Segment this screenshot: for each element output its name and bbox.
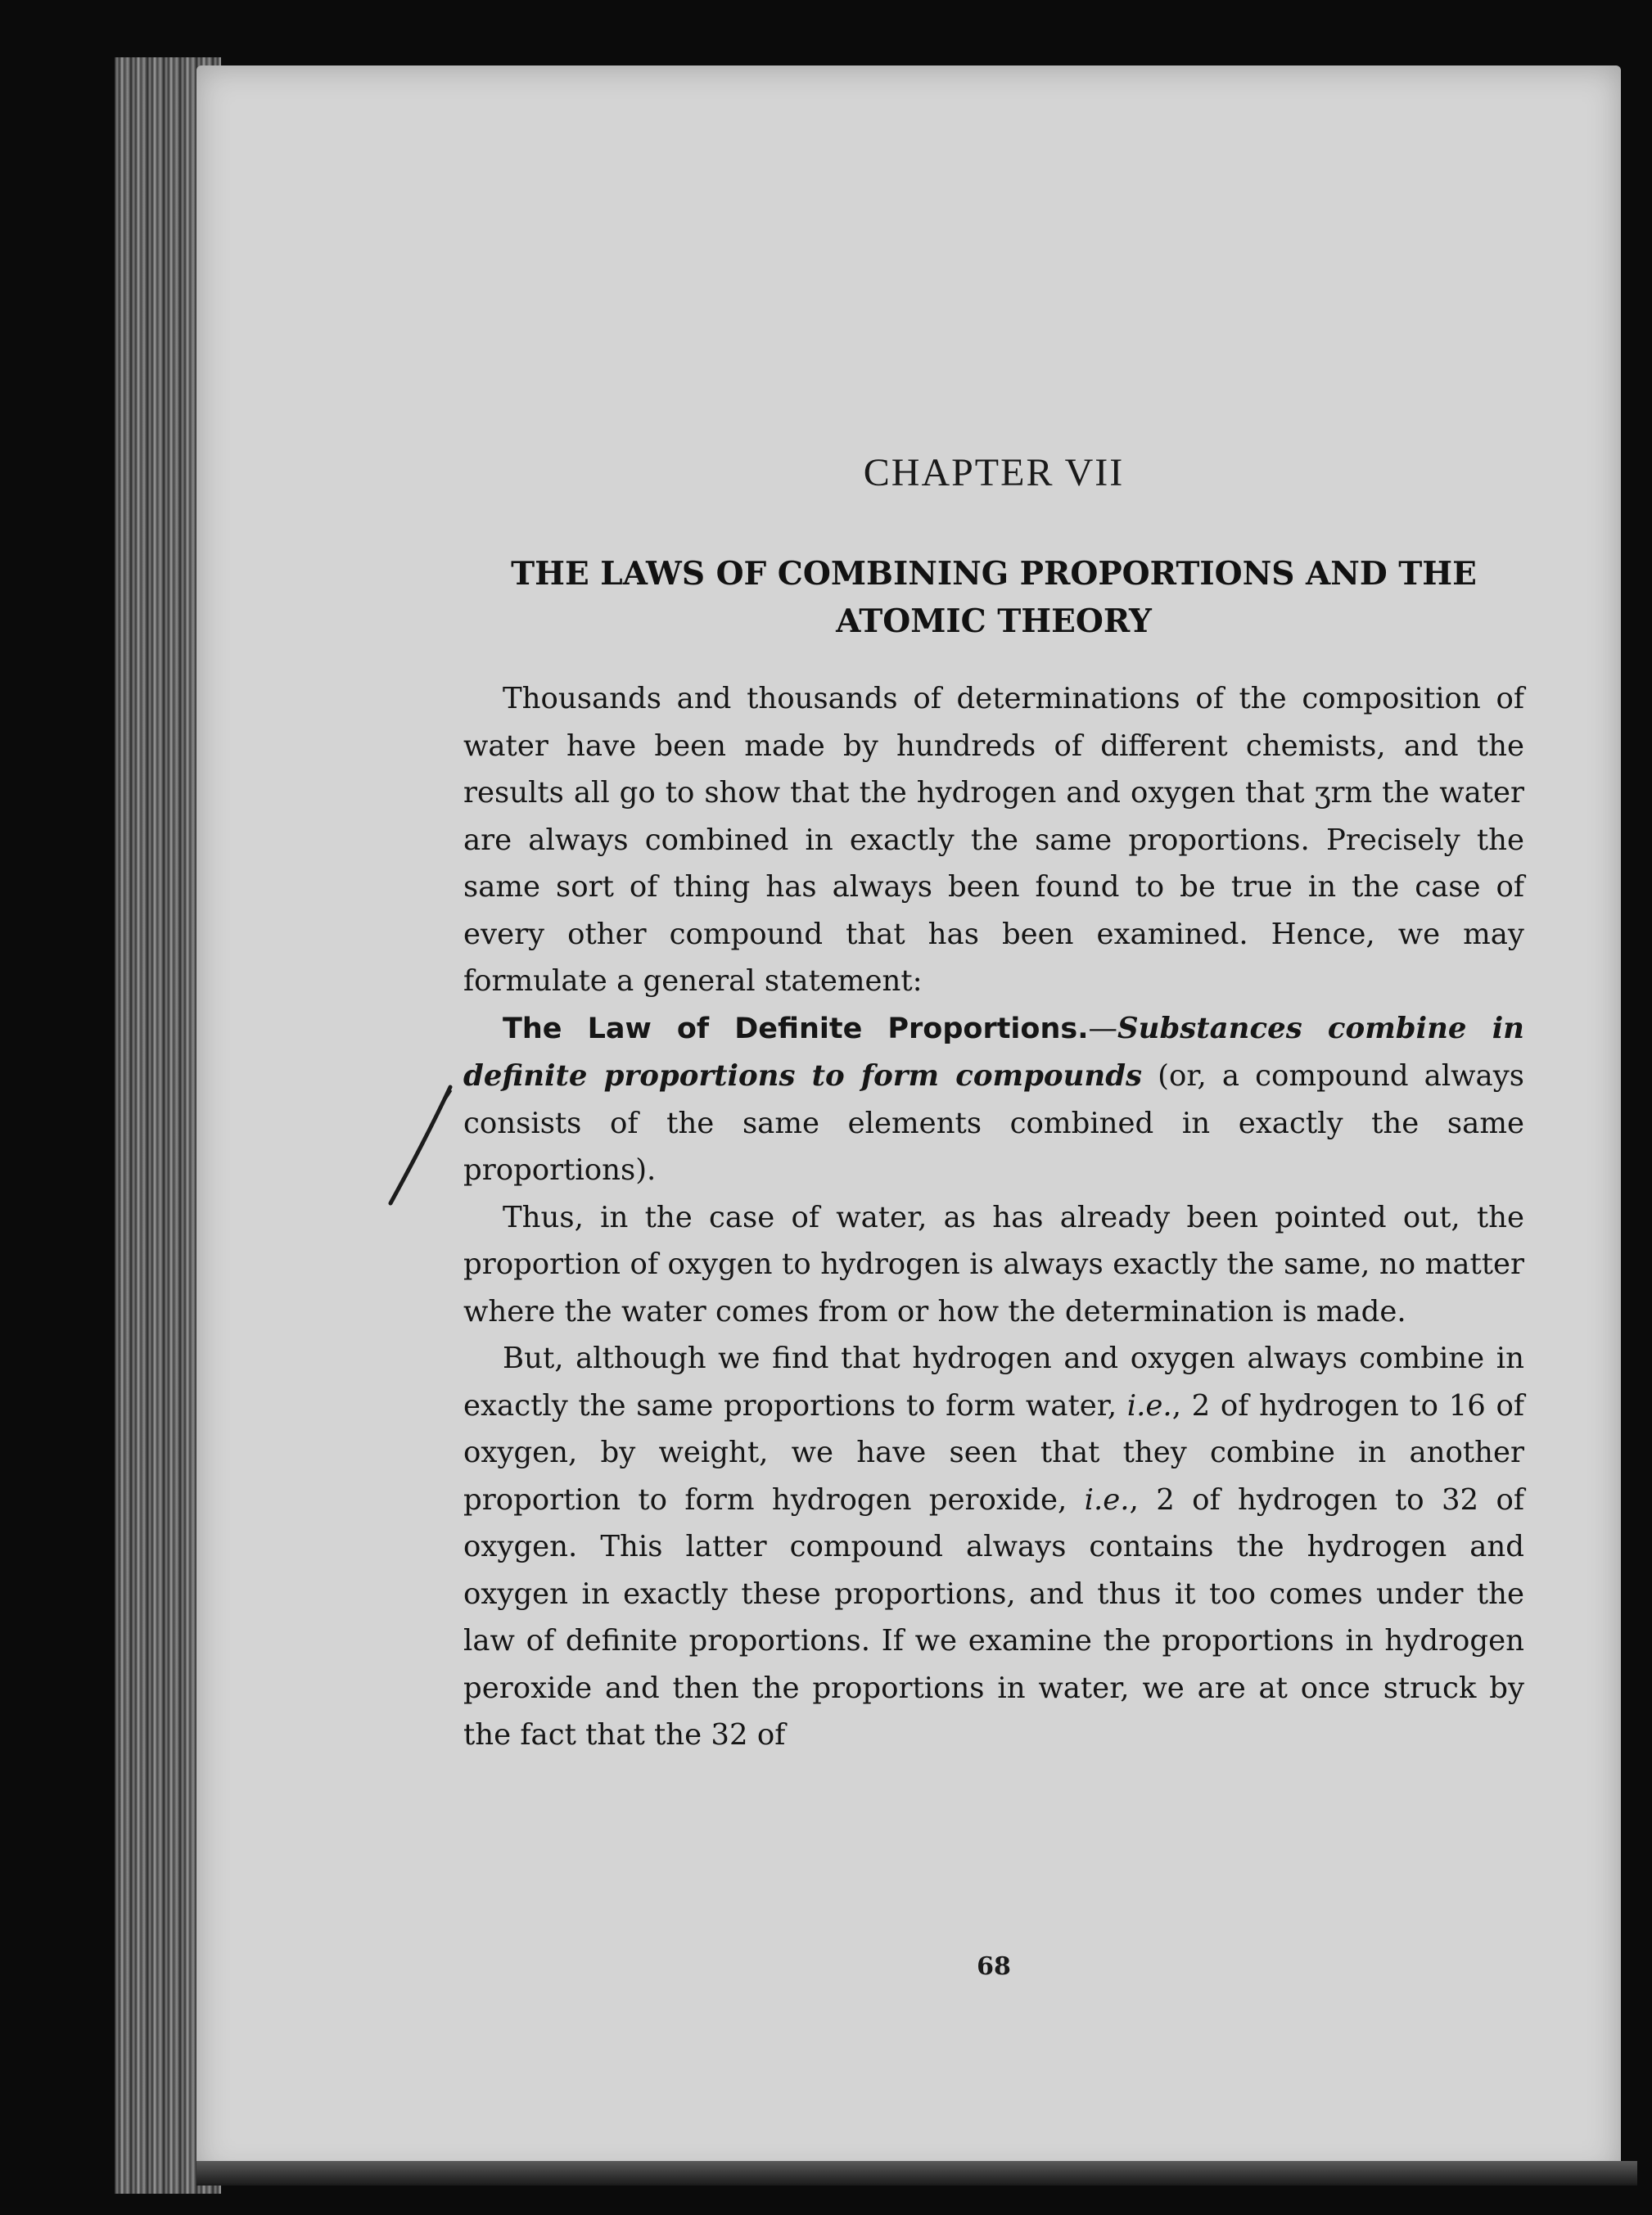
paragraph-water-example: Thus, in the case of water, as has already been pointed out, the proportion of oxygen to hydrogen is always exactly the same, no matter where the water comes from or how the determination is made. (463, 1200, 1524, 1329)
page-bottom-shadow (196, 2161, 1637, 2186)
page-number: 68 (977, 1952, 1011, 1981)
paragraph-peroxide-part-1: But, although we find that hydrogen and oxygen always combine in exactly the same proportions to form water, (463, 1342, 1524, 1423)
chapter-title-line-1: THE LAWS OF COMBINING PROPORTIONS AND THE (511, 555, 1477, 593)
law-dash: — (1088, 1011, 1118, 1045)
paragraph-peroxide (463, 1335, 1524, 1759)
law-statement: Substances combine in definite proportions to form compounds (463, 1011, 1524, 1093)
paragraph-law (463, 1005, 1524, 1194)
paragraph-peroxide-part-2: , 2 of hydrogen to 16 of oxygen, by weight, we have seen that they combine in another proportion to form hydrogen peroxide, (463, 1388, 1525, 1517)
ie-abbreviation-1: i.e. (1126, 1388, 1172, 1423)
chapter-title-line-2: ATOMIC THEORY (836, 602, 1152, 640)
handwritten-margin-slash (372, 1080, 471, 1211)
law-explanation: (or, a compound always consists of the same elements combined in exactly the same proportions). (463, 1059, 1524, 1187)
body-text (463, 675, 1524, 1759)
law-label: The Law of Definite Proportions. (503, 1012, 1089, 1045)
chapter-heading: CHAPTER VII (863, 451, 1125, 494)
chapter-title (463, 550, 1524, 645)
paragraph-intro: Thousands and thousands of determinations of the composition of water have been made by hundreds of different chemists, and the results all go to show that the hydrogen and oxygen that ʒrm the water are always combined in exactly the same proportions. Precisely the same sort of thing has always been found to be true in the case of every other compound that has been examined. Hence, we may formulate a general statement: (463, 682, 1524, 998)
paragraph-peroxide-part-3: , 2 of hydrogen to 32 of oxygen. This latter compound always contains the hydrogen and oxygen in exactly these proportions, and thus it too comes under the law of definite proportions. If we examine the proportions in hydrogen peroxide and then the proportions in water, we are at once struck by the fact that the 32 of (463, 1482, 1525, 1752)
ie-abbreviation-2: i.e. (1084, 1482, 1130, 1517)
